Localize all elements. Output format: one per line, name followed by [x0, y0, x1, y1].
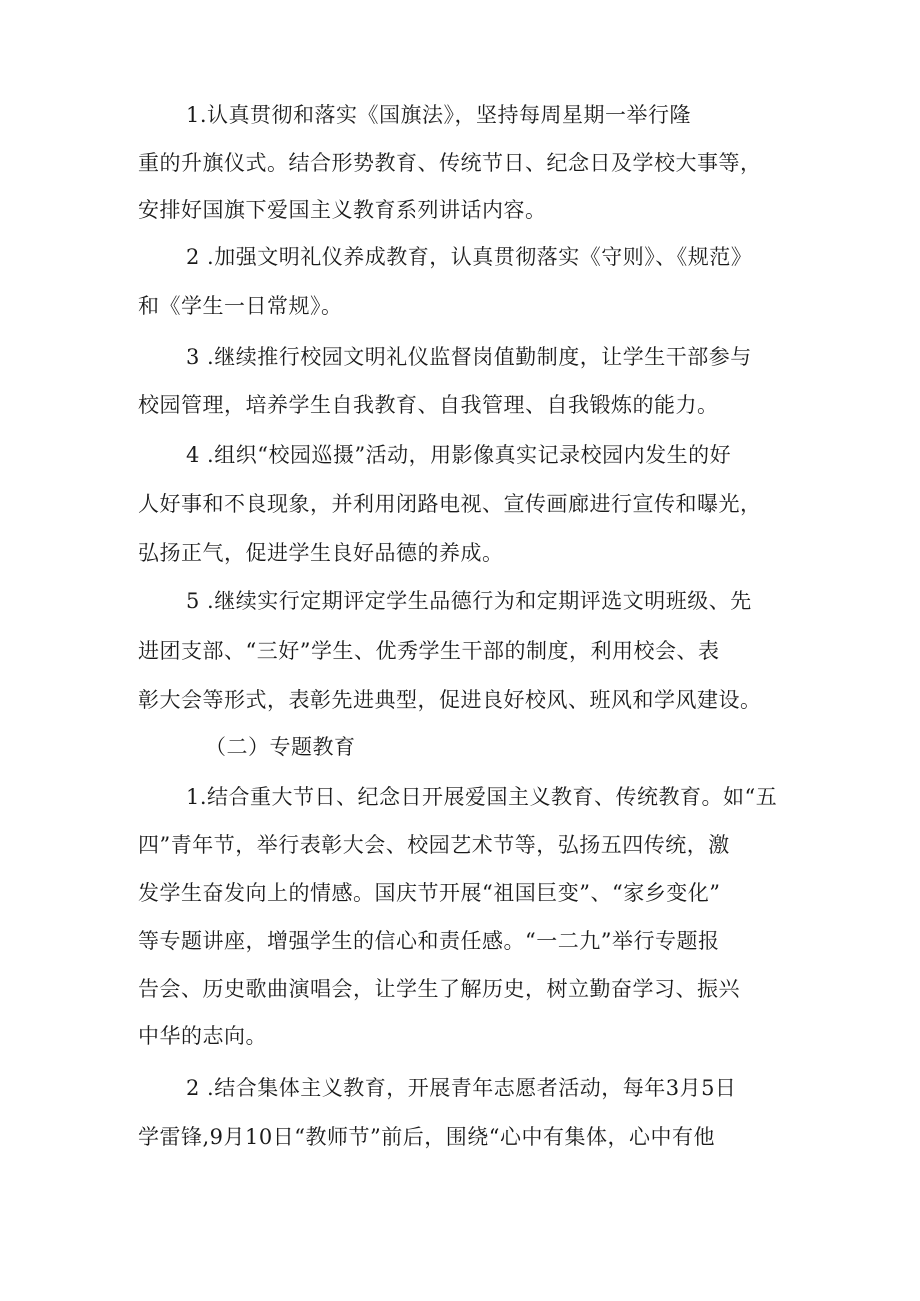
text-line-2: 重的升旗仪式。结合形势教育、传统节日、纪念日及学校大事等， [138, 151, 762, 175]
text-line-12: 进团支部、“三好”学生、优秀学生干部的制度，利用校会、表 [138, 639, 720, 663]
text-line-5: 和《学生一日常规》。 [138, 294, 343, 318]
text-line-11: 5 .继续实行定期评定学生品德行为和定期评选文明班级、先 [186, 589, 752, 613]
text-line-9: 人好事和不良现象，并利用闭路电视、宣传画廊进行宣传和曝光， [138, 492, 762, 516]
text-line-10: 弘扬正气，促进学生良好品德的养成。 [138, 541, 504, 565]
text-line-17: 发学生奋发向上的情感。国庆节开展“祖国巨变”、“家乡变化” [138, 881, 721, 905]
text-line-18: 等专题讲座，增强学生的信心和责任感。“一二九”举行专题报 [138, 929, 720, 953]
text-line-6: 3 .继续推行校园文明礼仪监督岗值勤制度，让学生干部参与 [186, 345, 752, 369]
text-line-22: 学雷锋,9月10日“教师节”前后，围绕“心中有集体，心中有他 [138, 1125, 715, 1149]
text-line-16: 四”青年节，举行表彰大会、校园艺术节等，弘扬五四传统，激 [138, 833, 730, 857]
text-line-1: 1.认真贯彻和落实《国旗法》，坚持每周星期一举行隆 [186, 103, 692, 127]
section-heading: （二）专题教育 [205, 735, 356, 759]
text-line-21: 2 .结合集体主义教育，开展青年志愿者活动，每年3月5日 [186, 1076, 737, 1100]
text-line-15: 1.结合重大节日、纪念日开展爱国主义教育、传统教育。如“五 [186, 785, 778, 809]
text-line-3: 安排好国旗下爱国主义教育系列讲话内容。 [138, 198, 547, 222]
text-line-8: 4 .组织“校园巡摄”活动，用影像真实记录校园内发生的好 [186, 443, 732, 467]
text-line-19: 告会、历史歌曲演唱会，让学生了解历史，树立勤奋学习、振兴 [138, 977, 740, 1001]
text-line-4: 2 .加强文明礼仪养成教育，认真贯彻落实《守则》、《规范》 [186, 245, 753, 269]
text-line-7: 校园管理，培养学生自我教育、自我管理、自我锻炼的能力。 [138, 393, 719, 417]
text-line-20: 中华的志向。 [138, 1024, 267, 1048]
text-line-13: 彰大会等形式，表彰先进典型，促进良好校风、班风和学风建设。 [138, 688, 762, 712]
